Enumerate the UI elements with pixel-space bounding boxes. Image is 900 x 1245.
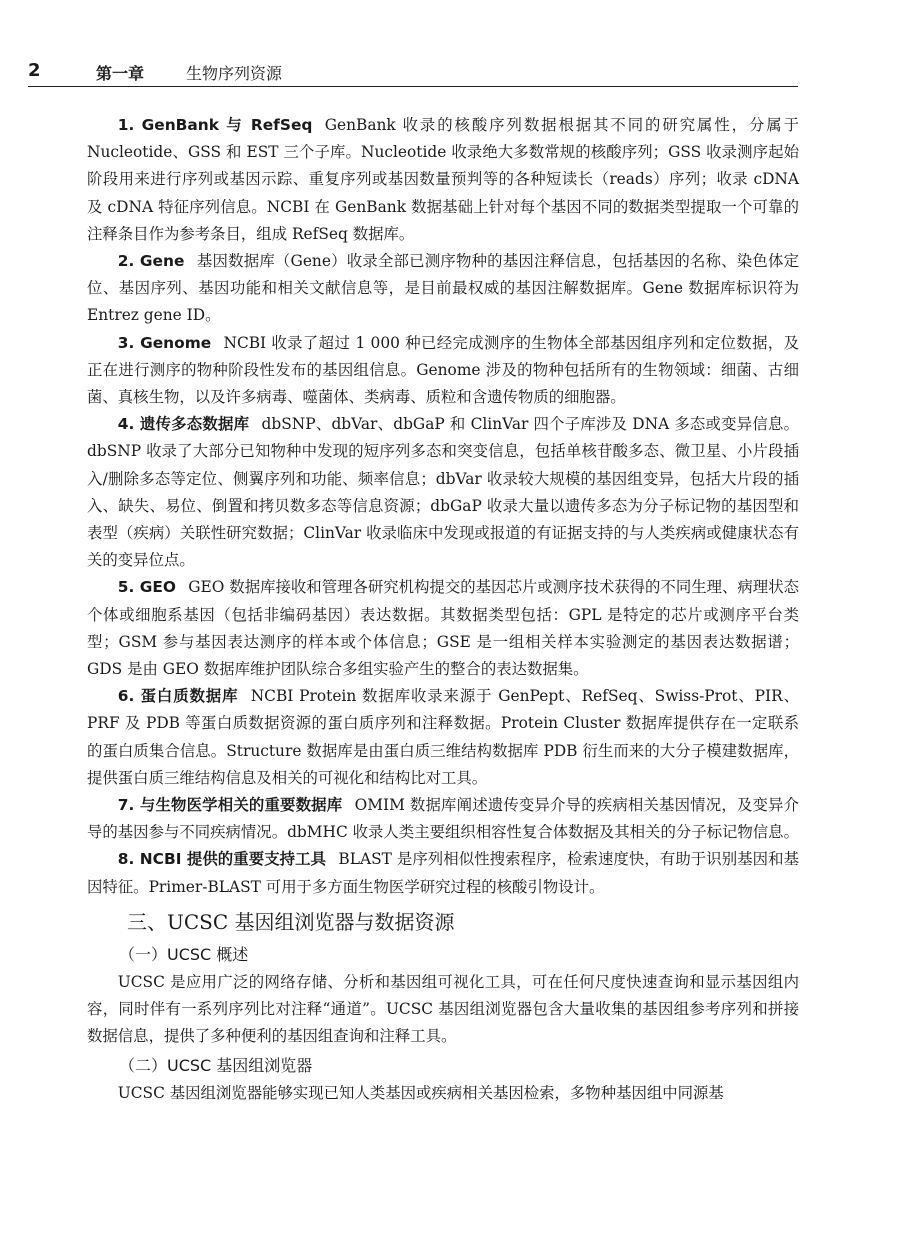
page-header bbox=[28, 56, 798, 87]
paragraph-text: NCBI Protein 数据库收录来源于 GenPept、RefSeq、Swiss-Prot、PIR、PRF 及 PDB 等蛋白质数据资源的蛋白质序列和注释数据。Protein Cluster 数据库提供存在一定联系的蛋白质集合信息。Structure 数据库是由蛋白质三维结构数据库 PDB 衍生而来的大分子模建数据库，提供蛋白质三维结构信息及相关的可视化和结构比对工具。 bbox=[87, 687, 799, 787]
paragraph-lead: 7. 与生物医学相关的重要数据库 bbox=[117, 796, 343, 815]
paragraph-lead: 2. Gene bbox=[117, 252, 185, 271]
paragraph-lead: 5. GEO bbox=[117, 578, 176, 597]
paragraph-lead: 6. 蛋白质数据库 bbox=[117, 687, 239, 706]
paragraph-text: 基因数据库（Gene）收录全部已测序物种的基因注释信息，包括基因的名称、染色体定位、基因序列、基因功能和相关文献信息等，是目前最权威的基因注解数据库。Gene 数据库标识符为 Entrez gene ID。 bbox=[87, 252, 799, 325]
page-body bbox=[87, 112, 799, 1107]
paragraph-text: GEO 数据库接收和管理各研究机构提交的基因芯片或测序技术获得的不同生理、病理状态个体或细胞系基因（包括非编码基因）表达数据。其数据类型包括：GPL 是特定的芯片或测序平台类型；GSM 参与基因表达测序的样本或个体信息；GSE 是一组相关样本实验测定的基因表达数据谱；GDS 是由 GEO 数据库维护团队综合多组实验产生的整合的表达数据集。 bbox=[87, 578, 799, 679]
paragraph-text: OMIM 数据库阐述遗传变异介导的疾病相关基因情况，及变异介导的基因参与不同疾病情况。dbMHC 收录人类主要组织相容性复合体数据及其相关的分子标记物信息。 bbox=[87, 796, 799, 842]
paragraph-tools bbox=[87, 846, 799, 900]
paragraph-genome bbox=[87, 330, 799, 412]
chapter-label: 第一章 bbox=[96, 64, 145, 83]
paragraph-text: NCBI 收录了超过 1 000 种已经完成测序的生物体全部基因组序列和定位数据，及正在进行测序的物种阶段性发布的基因组信息。Genome 涉及的物种包括所有的生物领域：细菌、古细菌、真核生物，以及许多病毒、噬菌体、类病毒、质粒和含遗传物质的细胞器。 bbox=[87, 333, 799, 407]
paragraph-lead: 1. GenBank 与 RefSeq bbox=[117, 116, 313, 134]
paragraph-geo bbox=[87, 574, 799, 683]
paragraph-text: GenBank 收录的核酸序列数据根据其不同的研究属性，分属于 Nucleotide、GSS 和 EST 三个子库。Nucleotide 收录绝大多数常规的核酸序列；GSS 收录测序起始阶段用来进行序列或基因示踪、重复序列或基因数量预判等的各种短读长（reads）序列；收录 cDNA 及 cDNA 特征序列信息。NCBI 在 GenBank 数据基础上针对每个基因不同的数据类型提取一个可靠的注释条目作为参考条目，组成 RefSeq 数据库。 bbox=[87, 116, 799, 243]
subsection-heading: （二）UCSC 基因组浏览器 bbox=[119, 1055, 313, 1075]
section-heading: 三、UCSC 基因组浏览器与数据资源 bbox=[127, 909, 455, 934]
paragraph-gene bbox=[87, 248, 799, 330]
paragraph-polymorphism bbox=[87, 411, 799, 574]
paragraph-genbank bbox=[87, 112, 799, 248]
subsection-heading: （一）UCSC 概述 bbox=[119, 944, 249, 964]
page-number: 2 bbox=[28, 60, 41, 81]
paragraph-lead: 8. NCBI 提供的重要支持工具 bbox=[117, 850, 327, 869]
paragraph-ucsc-browser: UCSC 基因组浏览器能够实现已知人类基因或疾病相关基因检索，多物种基因组中同源基 bbox=[117, 1083, 724, 1102]
paragraph-protein bbox=[87, 683, 799, 792]
paragraph-ucsc-overview: UCSC 是应用广泛的网络存储、分析和基因组可视化工具，可在任何尺度快速查询和显示基因组内容，同时伴有一系列序列比对注释“通道”。UCSC 基因组浏览器包含大量收集的基因组参考序列和拼接数据信息，提供了多种便利的基因组查询和注释工具。 bbox=[87, 972, 799, 1046]
paragraph-biomedical bbox=[87, 792, 799, 846]
chapter-title: 生物序列资源 bbox=[186, 64, 283, 83]
paragraph-text: BLAST 是序列相似性搜索程序，检索速度快，有助于识别基因和基因特征。Primer-BLAST 可用于多方面生物医学研究过程的核酸引物设计。 bbox=[87, 850, 799, 896]
paragraph-text: dbSNP、dbVar、dbGaP 和 ClinVar 四个子库涉及 DNA 多态或变异信息。dbSNP 收录了大部分已知物种中发现的短序列多态和突变信息，包括单核苷酸多态、微卫星、小片段插入/删除多态等定位、侧翼序列和功能、频率信息；dbVar 收录较大规模的基因组变异，包括大片段的插入、缺失、易位、倒置和拷贝数多态等信息资源；dbGaP 收录大量以遗传多态为分子标记物的基因型和表型（疾病）关联性研究数据；ClinVar 收录临床中发现或报道的有证据支持的与人类疾病或健康状态有关的变异位点。 bbox=[87, 415, 799, 570]
paragraph-lead: 4. 遗传多态数据库 bbox=[117, 415, 250, 434]
paragraph-lead: 3. Genome bbox=[117, 333, 212, 352]
